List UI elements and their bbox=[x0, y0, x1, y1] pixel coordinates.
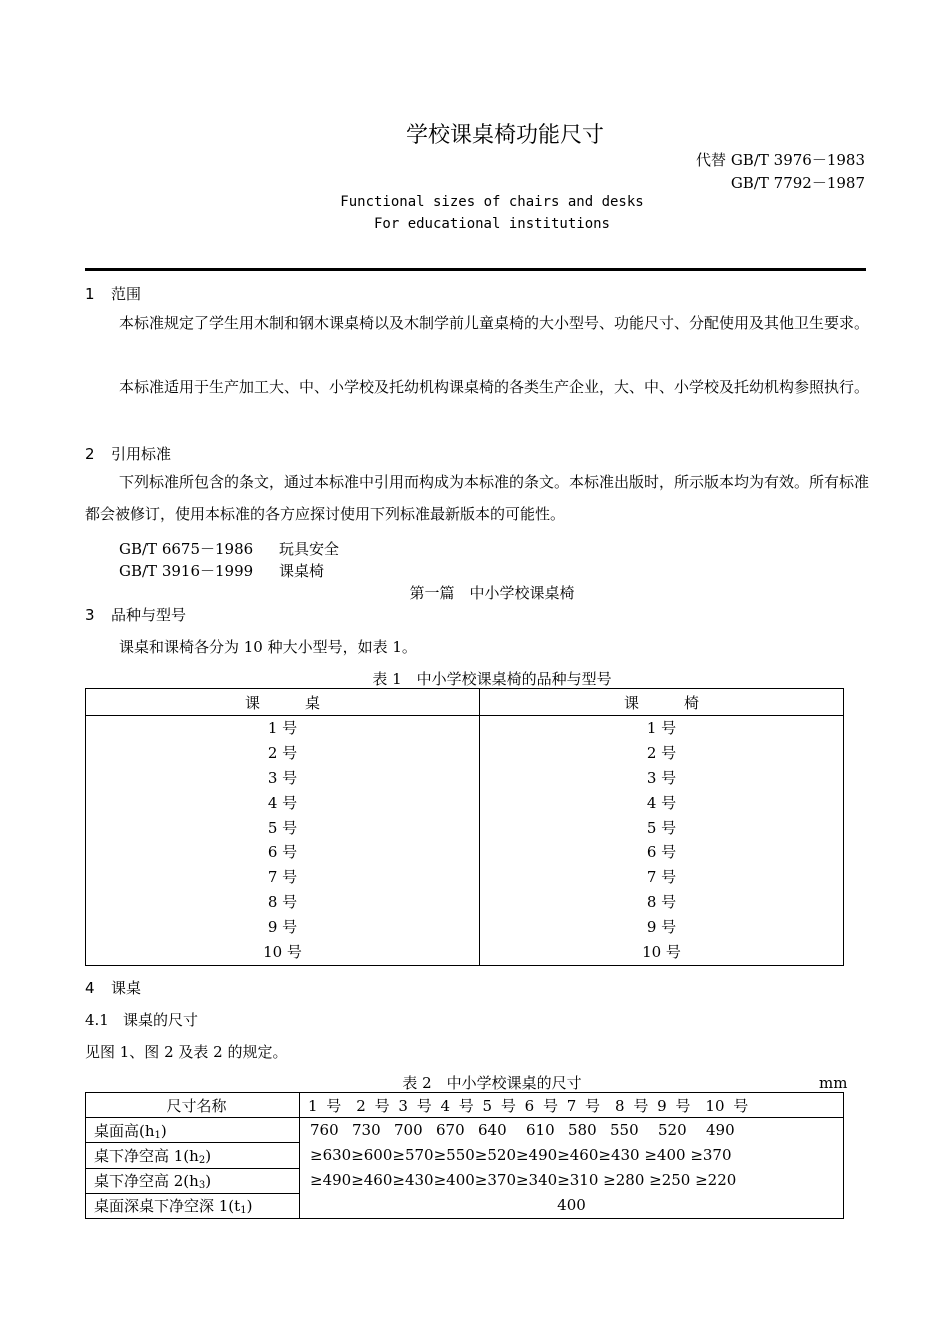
table-1 bbox=[85, 688, 844, 966]
table-2 bbox=[85, 1092, 844, 1219]
section-3-paragraph: 课桌和课椅各分为 10 种大小型号，如表 1。 bbox=[119, 638, 417, 656]
row-label-depth: 桌面深桌下净空深 $1(t_1)$ bbox=[86, 1193, 300, 1218]
section-4-heading: 4 课桌 bbox=[85, 979, 142, 997]
reference-1-code: GB/T 6675－1986 bbox=[119, 540, 254, 558]
depth-value: 400 bbox=[557, 1196, 586, 1214]
section-4-1-heading: 4.1 课桌的尺寸 bbox=[85, 1011, 199, 1029]
document-title: 学校课桌椅功能尺寸 bbox=[405, 123, 604, 148]
clearance-1-values: ≥630≥600≥570≥550≥520≥490≥460≥430 ≥400 ≥370 bbox=[310, 1146, 732, 1164]
table-2-header-label: 尺寸名称 bbox=[86, 1093, 300, 1118]
section-1-heading: 1 范围 bbox=[85, 285, 142, 303]
desk-size: 1 号 bbox=[267, 719, 298, 737]
table-1-header-desk: 课 桌 bbox=[86, 689, 480, 716]
desk-size: 6 号 bbox=[267, 843, 298, 862]
section-2-heading: 2 引用标准 bbox=[85, 445, 172, 463]
desk-size: 10 号 bbox=[263, 943, 302, 962]
header-rule bbox=[85, 268, 866, 271]
reference-1-name: 玩具安全 bbox=[279, 540, 340, 558]
section-1-paragraph-1: 本标准规定了学生用木制和钢木课桌椅以及木制学前儿童桌椅的大小型号、功能尺寸、分配使用及其他卫生要求。 bbox=[119, 314, 870, 332]
replaces-line-1: 代替 GB/T 3976－1983 bbox=[696, 151, 865, 169]
chair-size: 1 号 bbox=[646, 719, 677, 737]
desk-height-values: 760 730 700 670 640 610 580 550 520 490 bbox=[310, 1121, 735, 1139]
clearance-2-values: ≥490≥460≥430≥400≥370≥340≥310 ≥280 ≥250 ≥220 bbox=[310, 1171, 737, 1189]
chair-size: 5 号 bbox=[646, 818, 677, 837]
chair-size: 10 号 bbox=[642, 943, 681, 962]
table-2-values bbox=[300, 1118, 844, 1219]
table-1-desk-column bbox=[86, 716, 480, 966]
chair-size: 6 号 bbox=[646, 843, 677, 862]
section-1-paragraph-2: 本标准适用于生产加工大、中、小学校及托幼机构课桌椅的各类生产企业，大、中、小学校及托幼机构参照执行。 bbox=[119, 378, 870, 396]
chair-size: 9 号 bbox=[646, 918, 677, 937]
english-title-line-2: For educational institutions bbox=[373, 216, 610, 232]
table-1-caption: 表 1 中小学校课桌椅的品种与型号 bbox=[372, 670, 612, 688]
section-2-paragraph-1: 下列标准所包含的条文，通过本标准中引用而构成为本标准的条文。本标准出版时，所示版本均为有效。所有标准都会被修订，使用本标准的各方应探讨使用下列标准最新版本的可能性。 bbox=[85, 473, 870, 523]
row-label-clearance-2: 桌下净空高 $2(h_3)$ bbox=[86, 1168, 300, 1193]
row-label-clearance-1: 桌下净空高 $1(h_2)$ bbox=[86, 1143, 300, 1168]
section-3-heading: 3 品种与型号 bbox=[85, 606, 187, 624]
chair-size: 2 号 bbox=[646, 743, 677, 762]
chair-size: 8 号 bbox=[646, 893, 677, 912]
chair-size: 4 号 bbox=[646, 793, 677, 812]
table-2-header-sizes: 1 号 2 号 3 号 4 号 5 号 6 号 7 号 8 号 9 号 10 号 bbox=[300, 1093, 844, 1118]
chair-size: 3 号 bbox=[646, 768, 677, 787]
desk-size: 2 号 bbox=[267, 743, 298, 762]
chair-size: 7 号 bbox=[646, 868, 677, 887]
row-label-desk-height: 桌面高$(h_1)$ bbox=[86, 1118, 300, 1143]
desk-size: 7 号 bbox=[267, 868, 298, 887]
desk-size: 9 号 bbox=[267, 918, 298, 937]
section-4-1-paragraph: 见图 1、图 2 及表 2 的规定。 bbox=[85, 1043, 288, 1061]
desk-size: 5 号 bbox=[267, 818, 298, 837]
desk-size: 8 号 bbox=[267, 893, 298, 912]
reference-2-code: GB/T 3916－1999 bbox=[119, 562, 254, 580]
part-1-heading: 第一篇 中小学校课桌椅 bbox=[409, 584, 575, 602]
english-title-line-1: Functional sizes of chairs and desks bbox=[340, 194, 644, 210]
table-1-chair-column bbox=[480, 716, 844, 966]
desk-size: 3 号 bbox=[267, 768, 298, 787]
reference-2-name: 课桌椅 bbox=[279, 562, 325, 580]
table-2-unit: mm bbox=[819, 1074, 848, 1092]
table-1-header-chair: 课 椅 bbox=[480, 689, 844, 716]
table-2-caption: 表 2 中小学校课桌的尺寸 bbox=[402, 1074, 582, 1092]
replaces-line-2: GB/T 7792－1987 bbox=[730, 174, 865, 192]
desk-size: 4 号 bbox=[267, 793, 298, 812]
